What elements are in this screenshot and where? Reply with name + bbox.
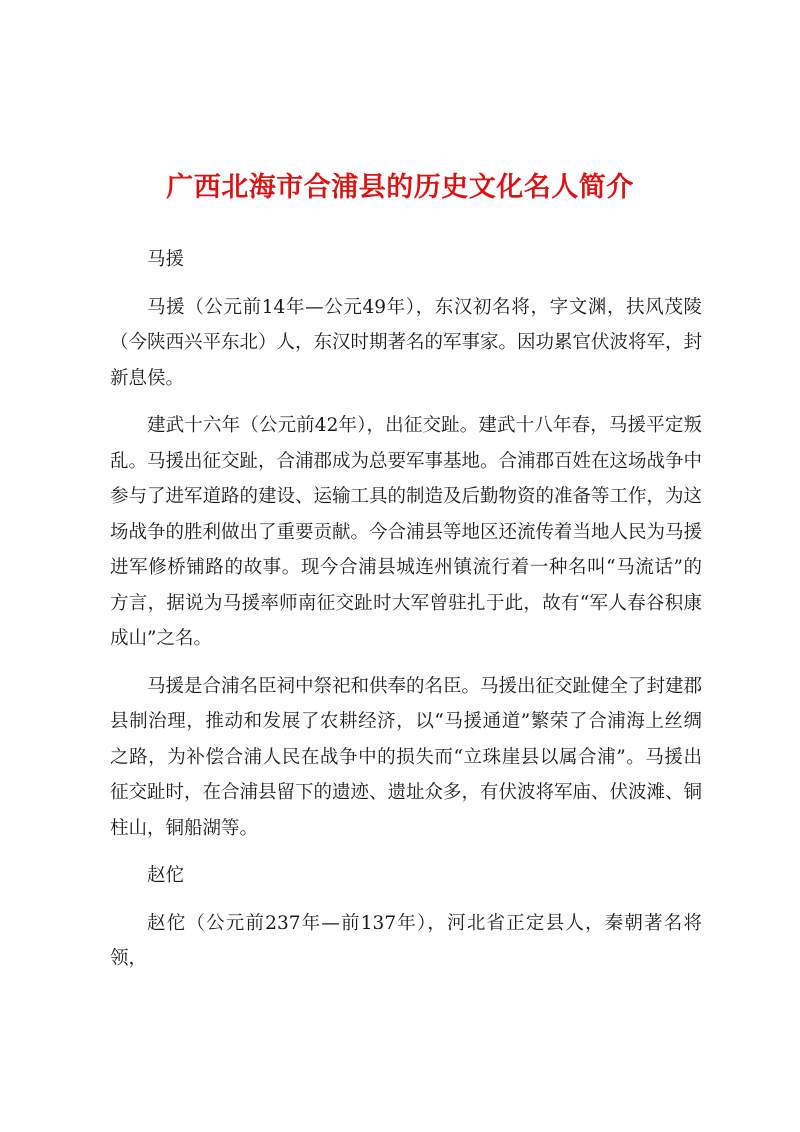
section-heading-zhao-tuo: 赵佗 [147,865,185,886]
paragraph: 建武十六年（公元前42年），出征交趾。建武十八年春，马援平定叛乱。马援出征交趾，合浦郡成为总要军事基地。合浦郡百姓在这场战争中参与了进军道路的建设、运输工具的制造及后勤物资的准备等工作，为这场战争的胜利做出了重要贡献。今合浦县等地区还流传着当地人民为马援进军修桥铺路的故事。现今合浦县城连州镇流行着一种名叫“马流话”的方言，据说为马援率师南征交趾时大军曾驻扎于此，故有“军人春谷积康成山”之名。 [110,415,703,649]
document-body [110,242,702,989]
document-title: 广西北海市合浦县的历史文化名人简介 [166,172,634,203]
paragraph: 马援是合浦名臣祠中祭祀和供奉的名臣。马援出征交趾健全了封建郡县制治理，推动和发展了农耕经济，以“马援通道”繁荣了合浦海上丝绸之路，为补偿合浦人民在战争中的损失而“立珠崖县以属合浦”。马援出征交趾时，在合浦县留下的遗迹、遗址众多，有伏波将军庙、伏波滩、铜柱山，铜船湖等。 [110,675,703,839]
paragraph: 赵佗（公元前237年—前137年），河北省正定县人，秦朝著名将领， [110,912,702,969]
paragraph: 马援（公元前14年—公元49年），东汉初名将，字文渊，扶风茂陵（今陕西兴平东北）人，东汉时期著名的军事家。因功累官伏波将军，封新息侯。 [110,296,703,389]
section-heading-ma-yuan: 马援 [147,249,185,270]
